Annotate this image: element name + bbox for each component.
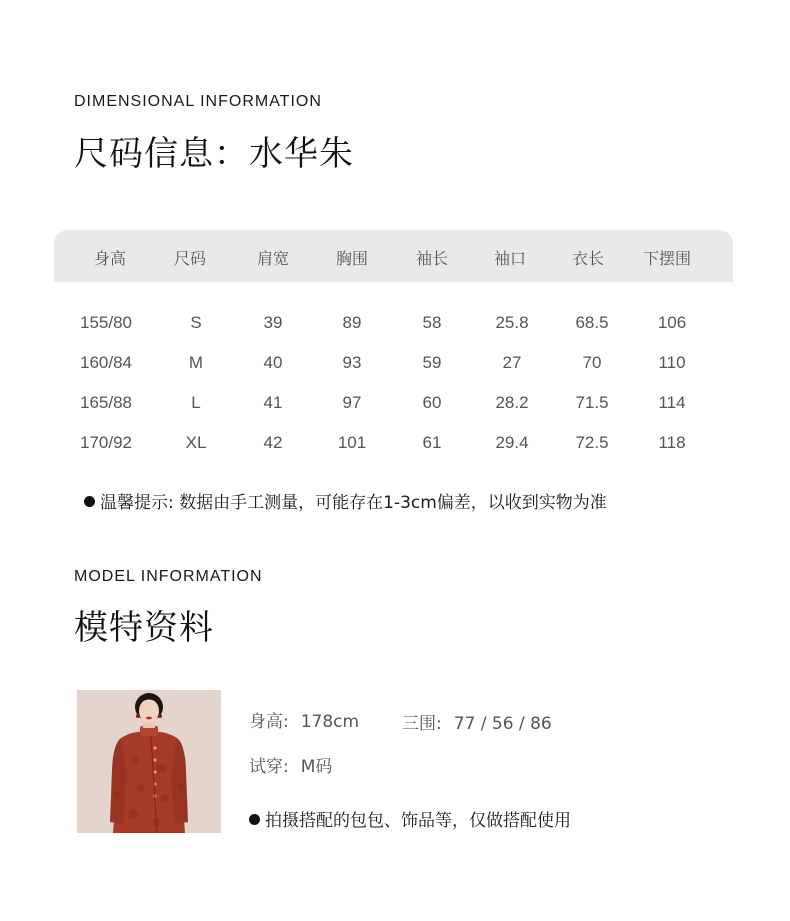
- cell-height: 170/92: [80, 433, 132, 452]
- cell-hem: 110: [658, 353, 686, 372]
- cell-sleeve-length: 58: [422, 313, 442, 332]
- cell-hem: 118: [658, 433, 686, 452]
- cell-shoulder: 42: [263, 433, 283, 452]
- header-hem: 下摆围: [642, 249, 692, 268]
- cell-size: XL: [185, 433, 207, 452]
- bullet-icon: [249, 814, 260, 825]
- size-disclaimer-text: 温馨提示: 数据由手工测量，可能存在1-3cm偏差，以收到实物为准: [100, 493, 607, 513]
- cell-cuff: 25.8: [495, 313, 529, 332]
- table-row: [54, 433, 733, 457]
- cell-size: S: [190, 313, 202, 332]
- header-length: 衣长: [571, 249, 605, 268]
- table-row: [54, 353, 733, 377]
- model-measurements: [402, 709, 552, 734]
- table-row: [54, 393, 733, 417]
- cell-size: L: [191, 393, 201, 412]
- cell-shoulder: 39: [263, 313, 283, 332]
- cell-shoulder: 41: [263, 393, 283, 412]
- cell-length: 68.5: [575, 313, 609, 332]
- cell-height: 160/84: [80, 353, 132, 372]
- cell-cuff: 28.2: [495, 393, 529, 412]
- header-height: 身高: [93, 249, 127, 268]
- cell-length: 72.5: [575, 433, 609, 452]
- cell-chest: 93: [342, 353, 362, 372]
- model-section-title: 模特资料: [74, 608, 214, 648]
- cell-length: 71.5: [575, 393, 609, 412]
- model-size-value: M码: [300, 757, 333, 777]
- cell-height: 165/88: [80, 393, 132, 412]
- cell-shoulder: 40: [263, 353, 283, 372]
- model-size: [249, 752, 332, 777]
- model-styling-note-text: 拍摄搭配的包包、饰品等，仅做搭配使用: [265, 811, 571, 831]
- model-height-label: 身高:: [249, 712, 289, 732]
- cell-size: M: [188, 353, 204, 372]
- model-size-label: 试穿:: [249, 757, 289, 777]
- model-measurements-value: 77 / 56 / 86: [453, 714, 552, 734]
- cell-chest: 97: [342, 393, 362, 412]
- cell-sleeve-length: 60: [422, 393, 442, 412]
- size-section-eyebrow: DIMENSIONAL INFORMATION: [74, 93, 322, 110]
- model-styling-note: [249, 806, 571, 831]
- cell-sleeve-length: 61: [422, 433, 442, 452]
- cell-hem: 106: [657, 313, 687, 332]
- cell-length: 70: [582, 353, 602, 372]
- model-measurements-label: 三围:: [402, 714, 442, 734]
- header-chest: 胸围: [335, 249, 369, 268]
- cell-chest: 101: [337, 433, 367, 452]
- cell-chest: 89: [342, 313, 362, 332]
- cell-hem: 114: [658, 393, 686, 412]
- table-row: [54, 313, 733, 337]
- size-disclaimer: [84, 488, 607, 513]
- model-height-value: 178cm: [300, 712, 360, 732]
- cell-cuff: 29.4: [495, 433, 529, 452]
- header-shoulder: 肩宽: [256, 249, 290, 268]
- bullet-icon: [84, 496, 95, 507]
- size-table-header: [54, 230, 733, 282]
- cell-cuff: 27: [502, 353, 522, 372]
- cell-sleeve-length: 59: [422, 353, 442, 372]
- model-section-eyebrow: MODEL INFORMATION: [74, 568, 263, 585]
- header-size: 尺码: [173, 249, 207, 268]
- header-sleeve-length: 袖长: [415, 249, 449, 268]
- model-photo: [77, 690, 221, 833]
- cell-height: 155/80: [80, 313, 132, 332]
- header-cuff: 袖口: [493, 249, 527, 268]
- model-height: [249, 707, 359, 732]
- size-section-title: 尺码信息：水华朱: [74, 134, 354, 174]
